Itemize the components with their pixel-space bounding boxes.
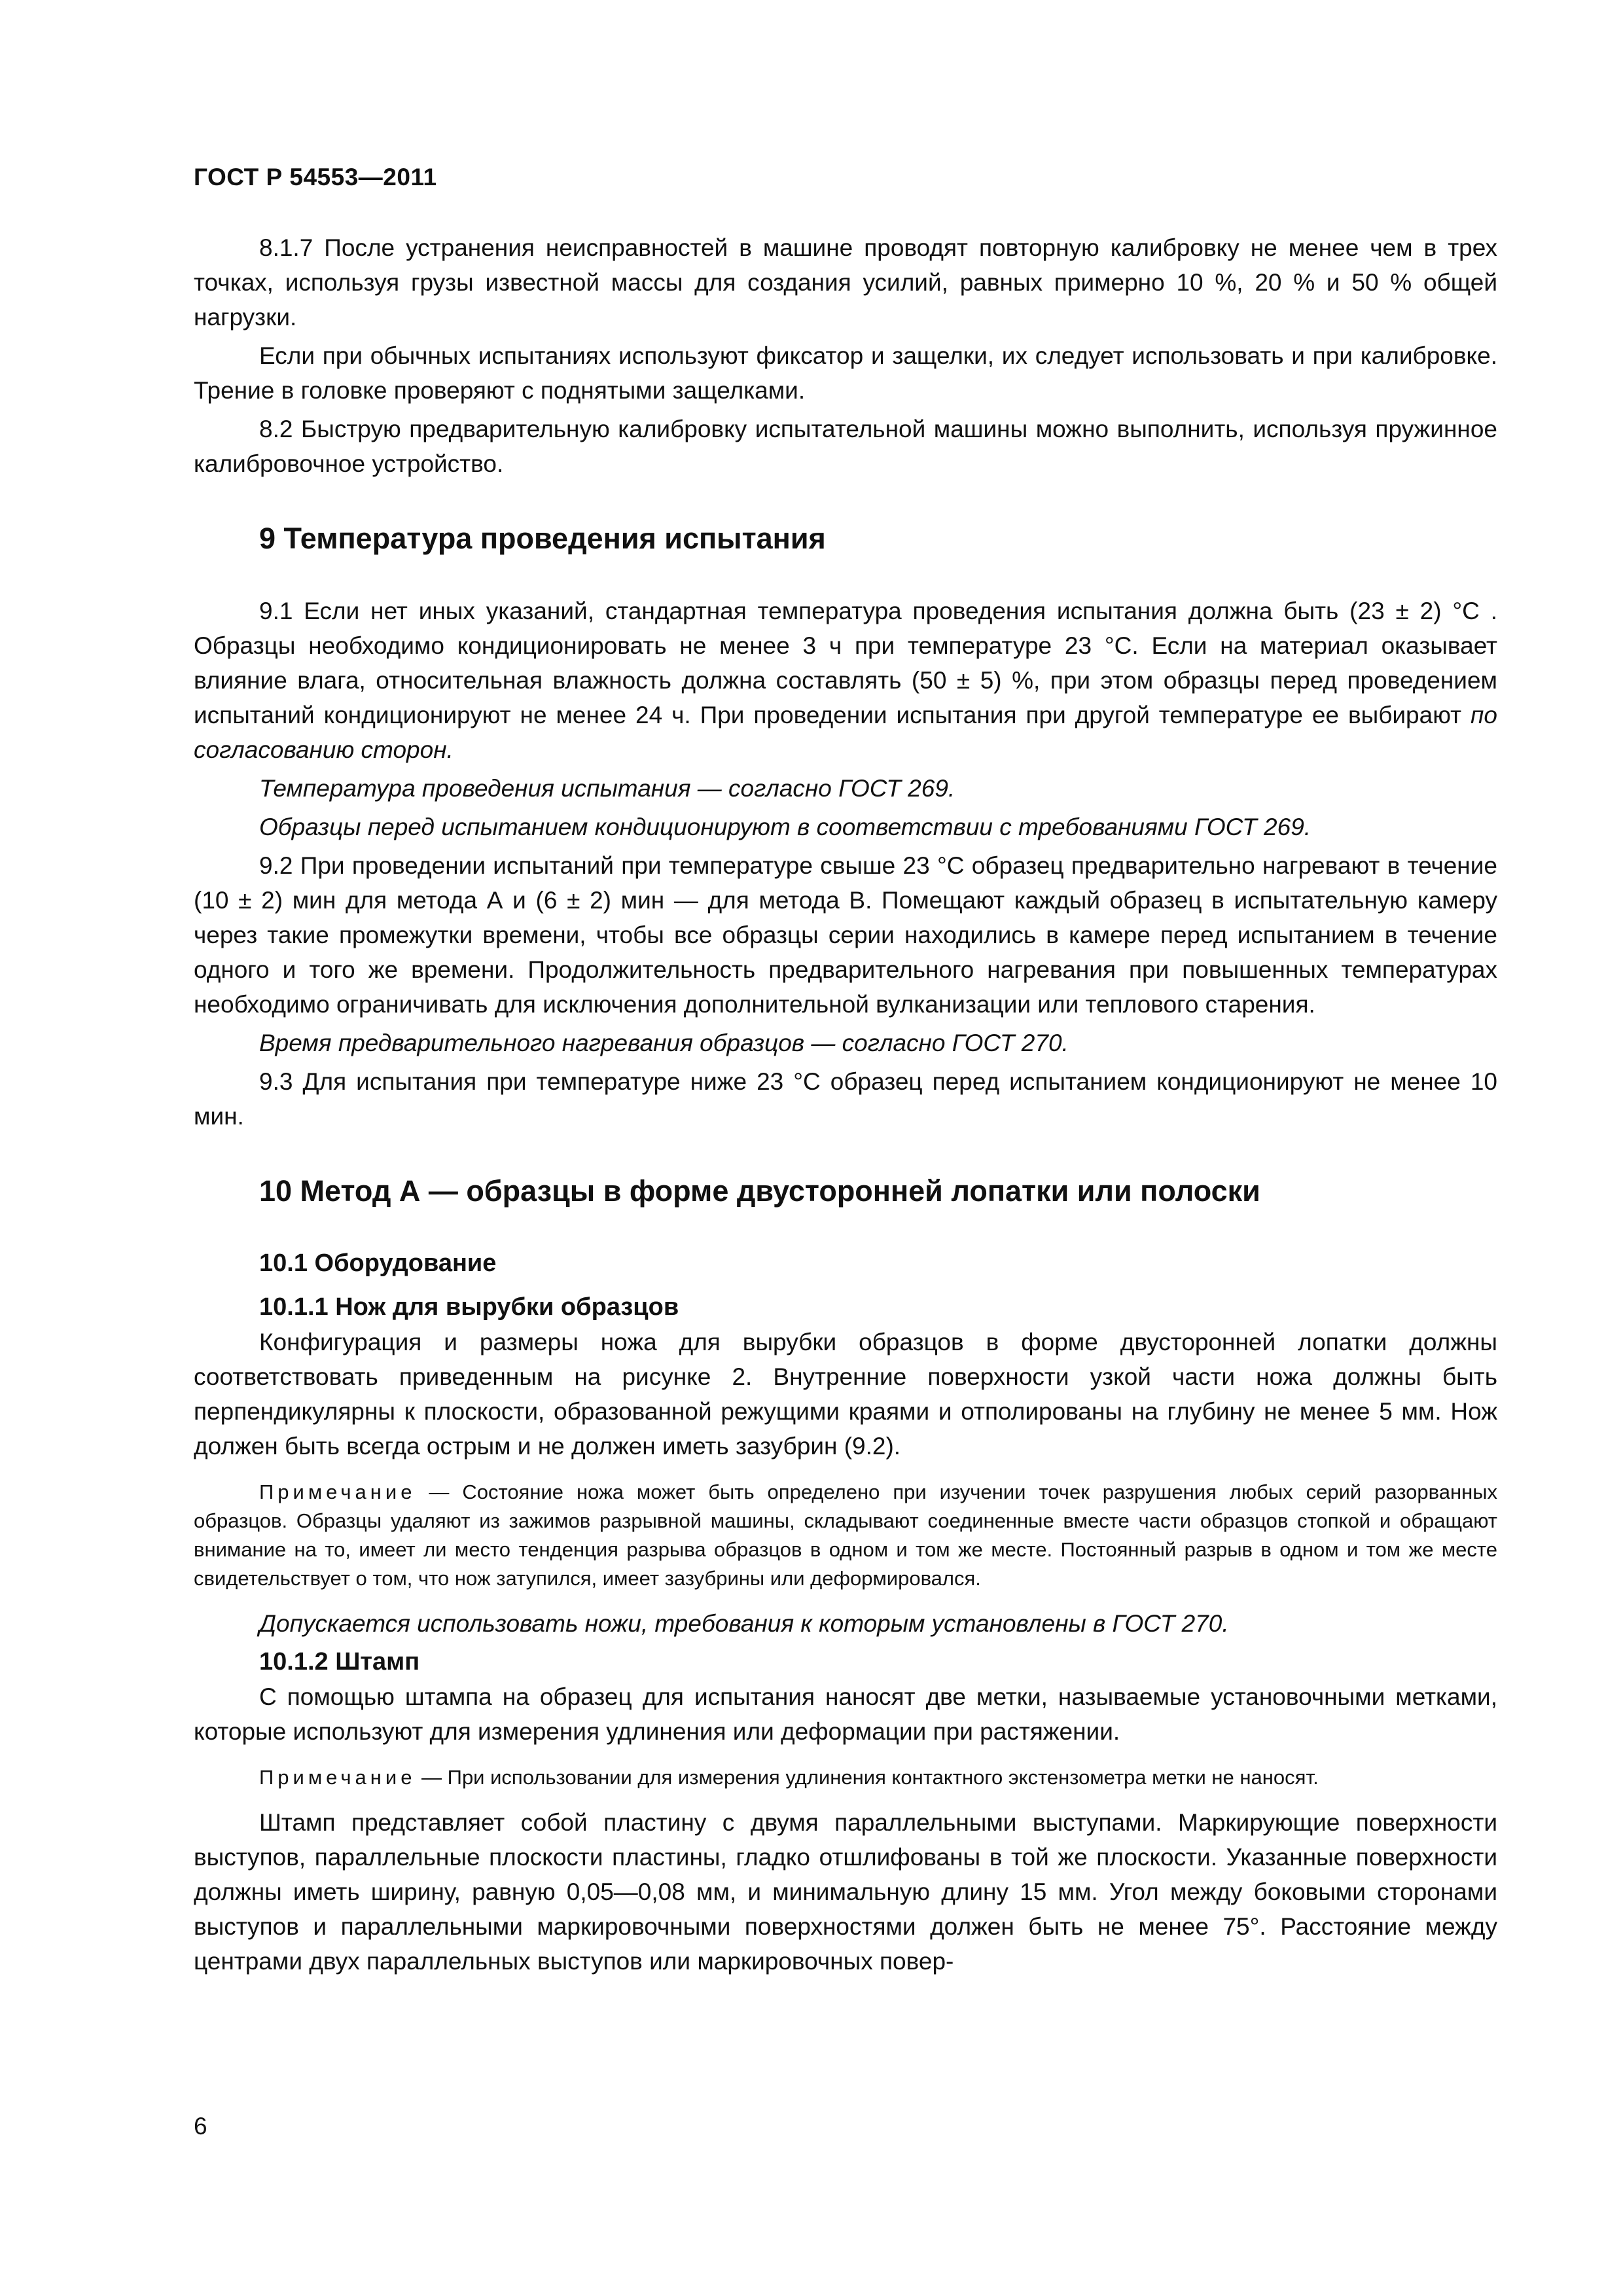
paragraph-9-2-italic-note: Время предварительного нагревания образцов — согласно ГОСТ 270. [259,1030,1069,1056]
paragraph-8-2: 8.2 Быструю предварительную калибровку испытательной машины можно выполнить, используя пружинное калибровочное устройство. [194,416,1497,477]
paragraph-9-1-italic-note-1: Температура проведения испытания — согласно ГОСТ 269. [259,775,955,802]
paragraph-8-1-7-cont: Если при обычных испытаниях используют фиксатор и защелки, их следует использовать и при калибровке. Трение в головке проверяют с поднятыми защелками. [194,342,1497,404]
paragraph-9-3: 9.3 Для испытания при температуре ниже 23 °С образец перед испытанием кондиционируют не менее 10 мин. [194,1068,1497,1130]
document-body [194,230,1497,1979]
paragraph-10-1-1: Конфигурация и размеры ножа для вырубки образцов в форме двусторонней лопатки должны соответствовать приведенным на рисунке 2. Внутренние поверхности узкой части ножа должны быть перпендикулярны к плоскости, образованной режущими краями и отполированы на глубину не менее 5 мм. Нож должен быть всегда острым и не должен иметь зазубрин (9.2). [194,1329,1497,1460]
subsection-heading-10-1: 10.1 Оборудование [259,1249,497,1277]
note-2-text: — При использовании для измерения удлинения контактного экстензометра метки не наносят. [416,1766,1319,1789]
subsection-heading-10-1-1: 10.1.1 Нож для вырубки образцов [259,1293,679,1321]
paragraph-9-1 [194,594,1497,767]
document-header: ГОСТ Р 54553—2011 [194,164,437,190]
subsection-heading-10-1-2: 10.1.2 Штамп [259,1648,420,1676]
paragraph-10-1-1-italic-note: Допускается использовать ножи, требования к которым установлены в ГОСТ 270. [259,1610,1229,1637]
paragraph-8-1-7: 8.1.7 После устранения неисправностей в машине проводят повторную калибровку не менее чем в трех точках, используя грузы известной массы для создания усилий, равных примерно 10 %, 20 % и 50 % общей нагрузки. [194,234,1497,331]
section-heading-10: 10 Метод А — образцы в форме двусторонней лопатки или полоски [259,1174,1260,1208]
paragraph-10-1-2: С помощью штампа на образец для испытания наносят две метки, называемые установочными метками, которые используют для измерения удлинения или деформации при растяжении. [194,1683,1497,1745]
paragraph-9-1-italic-note-2: Образцы перед испытанием кондиционируют в соответствии с требованиями ГОСТ 269. [259,814,1311,840]
section-heading-9: 9 Температура проведения испытания [259,522,826,555]
paragraph-9-2: 9.2 При проведении испытаний при температуре свыше 23 °С образец предварительно нагревают в течение (10 ± 2) мин для метода А и (6 ± 2) мин — для метода В. Помещают каждый образец в испытательную камеру через такие промежутки времени, чтобы все образцы серии находились в камере перед испытанием в течение одного и того же времени. Продолжительность предварительного нагревания при повышенных температурах необходимо ограничивать для исключения дополнительной вулканизации или теплового старения. [194,852,1497,1018]
note-2-label: Примечание [259,1766,416,1789]
paragraph-9-1-italic: по согласованию сторон. [194,702,1497,763]
page-number: 6 [194,2113,207,2140]
paragraph-10-1-2-cont: Штамп представляет собой пластину с двумя параллельными выступами. Маркирующие поверхности выступов, параллельные плоскости пластины, гладко отшлифованы в той же плоскости. Указанные поверхности должны иметь ширину, равную 0,05—0,08 мм, и минимальную длину 15 мм. Угол между боковыми сторонами выступов и параллельными маркировочными поверхностями должен быть не менее 75°. Расстояние между центрами двух параллельных выступов или маркировочных повер- [194,1809,1497,1975]
note-2 [194,1763,1497,1792]
note-1 [194,1478,1497,1593]
note-1-text: — Состояние ножа может быть определено при изучении точек разрушения любых серий разорванных образцов. Образцы удаляют из зажимов разрывной машины, складывают соединенные вместе части образцов стопкой и обращают внимание на то, имеет ли место тенденция разрыва образцов в одном и том же месте. Постоянный разрыв в одном и том же месте свидетельствует о том, что нож затупился, имеет зазубрины или деформировался. [194,1480,1497,1590]
paragraph-9-1-text: 9.1 Если нет иных указаний, стандартная температура проведения испытания должна быть (23 ± 2) °С . Образцы необходимо кондиционировать не менее 3 ч при температуре 23 °С. Если на материал оказывает влияние влага, относительная влажность должна составлять (50 ± 5) %, при этом образцы перед проведением испытаний кондиционируют не менее 24 ч. При проведении испытания при другой температуре ее выбирают [194,598,1497,728]
note-1-label: Примечание [259,1480,416,1503]
